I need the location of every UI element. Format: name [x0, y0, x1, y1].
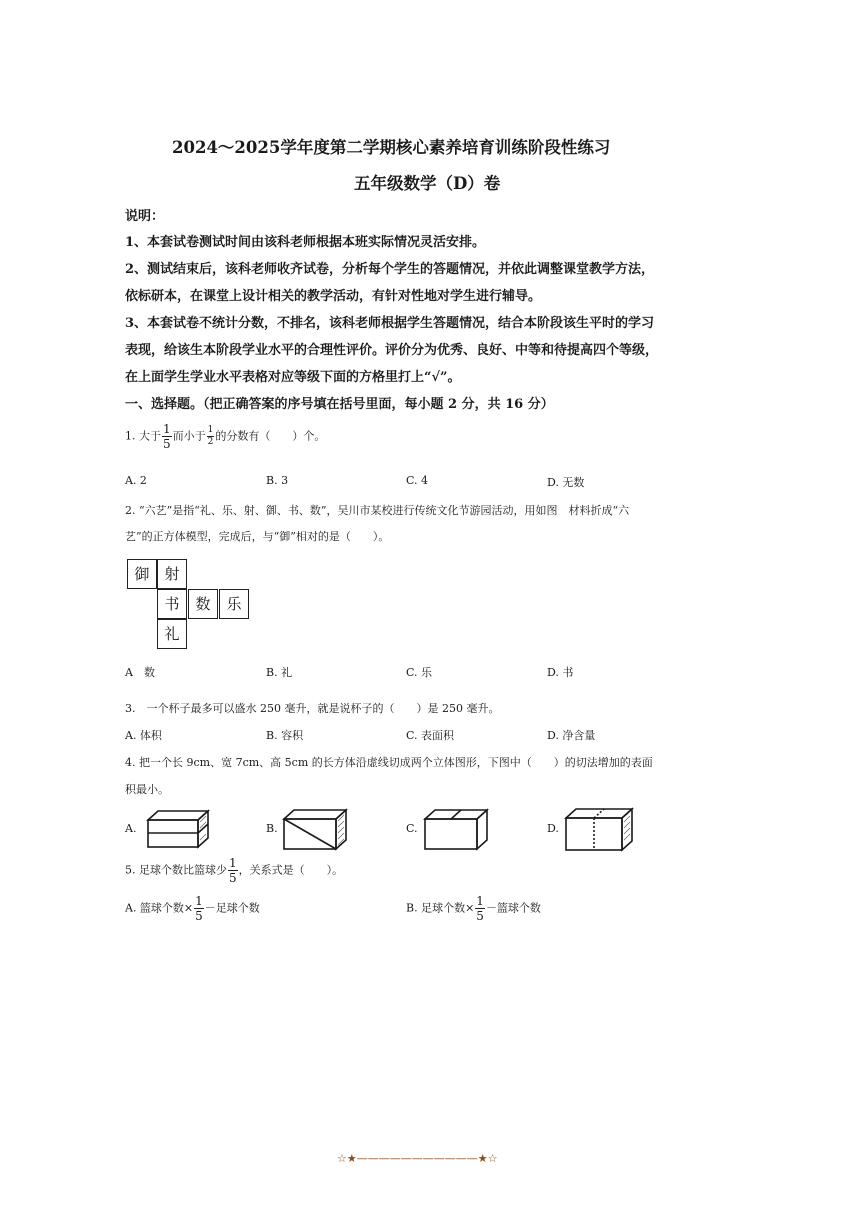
instruction-line: 1、本套试卷测试时间由该科老师根据本班实际情况灵活安排。	[125, 235, 486, 250]
q1-prefix: 1. 大于	[125, 429, 161, 443]
q5-prefix: 5. 足球个数比篮球少	[125, 863, 227, 877]
instruction-line: 依标研本，在课堂上设计相关的教学活动，有针对性地对学生进行辅导。	[125, 289, 542, 304]
box-cut-front-figure	[423, 807, 489, 851]
q1-mid: 而小于	[172, 429, 206, 443]
net-cell: 礼	[157, 619, 187, 649]
q2-option-b[interactable]: B. 礼	[266, 666, 293, 679]
cube-net	[127, 559, 252, 651]
q2-option-c[interactable]: C. 乐	[406, 666, 433, 679]
box-cut-vertical-figure	[564, 806, 634, 852]
q1-option-b[interactable]: B. 3	[266, 474, 289, 487]
q3-option-a[interactable]: A. 体积	[125, 729, 162, 742]
page-footer-ornament: ☆★———————————★☆	[337, 1152, 498, 1165]
fraction: $\frac{1}{2}$	[207, 425, 214, 447]
net-cell: 御	[127, 559, 157, 589]
instruction-line: 在上面学生学业水平表格对应等级下面的方格里打上“√”。	[125, 370, 461, 385]
fraction: $\frac{1}{5}$	[229, 856, 237, 885]
q1-option-a[interactable]: A. 2	[125, 474, 147, 487]
instruction-line: 2、测试结束后，该科老师收齐试卷，分析每个学生的答题情况，并依此调整课堂教学方法，	[125, 262, 655, 277]
q2-option-a[interactable]: A 数	[125, 666, 155, 679]
box-cut-horizontal-figure	[146, 808, 210, 850]
question-2-line1: 2. “六艺”是指“礼、乐、射、御、书、数”，吴川市某校进行传统文化节游园活动，用如图 材料折成“六	[125, 504, 630, 517]
question-4-line1: 4. 把一个长 9cm、宽 7cm、高 5cm 的长方体沿虚线切成两个立体图形，下图中（ ）的切法增加的表面	[125, 756, 653, 769]
fraction: $\frac{1}{5}$	[476, 894, 484, 923]
instructions-label: 说明：	[125, 209, 165, 224]
question-2-line2: 艺”的正方体模型，完成后，与“御”相对的是（ ）。	[125, 530, 390, 543]
net-cell: 射	[157, 559, 187, 589]
q4-option-b[interactable]: B.	[266, 822, 278, 835]
q5-option-b[interactable]: B. 足球个数× $\frac{1}{5}$ －篮球个数	[406, 894, 541, 923]
q4-option-c[interactable]: C.	[406, 822, 418, 835]
instruction-line: 表现，给该生本阶段学业水平的合理性评价。评价分为优秀、良好、中等和待提高四个等级，	[125, 343, 659, 358]
question-1	[125, 423, 325, 450]
q2-option-d[interactable]: D. 书	[547, 666, 574, 679]
question-3: 3. 一个杯子最多可以盛水 250 毫升，就是说杯子的（ ）是 250 毫升。	[125, 702, 500, 715]
instruction-line: 3、本套试卷不统计分数，不排名，该科老师根据学生答题情况，结合本阶段该生平时的学习	[125, 316, 655, 331]
page-subtitle: 五年级数学（D）卷	[354, 174, 501, 193]
fraction: $\frac{1}{5}$	[163, 422, 171, 451]
q3-option-b[interactable]: B. 容积	[266, 729, 304, 742]
section-heading: 一、选择题。（把正确答案的序号填在括号里面，每小题 2 分，共 16 分）	[125, 397, 554, 412]
q1-suffix: 的分数有（ ）个。	[215, 429, 326, 443]
page-title: 2024～2025学年度第二学期核心素养培育训练阶段性练习	[172, 138, 611, 157]
net-cell: 数	[188, 589, 218, 619]
q3-option-d[interactable]: D. 净含量	[547, 729, 596, 742]
q4-option-a[interactable]: A.	[125, 822, 137, 835]
q3-option-c[interactable]: C. 表面积	[406, 729, 455, 742]
q4-option-d[interactable]: D.	[547, 822, 559, 835]
fraction: $\frac{1}{5}$	[195, 894, 203, 923]
q1-option-c[interactable]: C. 4	[406, 474, 429, 487]
question-5	[125, 857, 343, 884]
question-4-line2: 积最小。	[125, 783, 169, 796]
q1-option-d[interactable]: D. 无数	[547, 476, 585, 489]
box-cut-diagonal-figure	[282, 807, 348, 851]
q5-option-a[interactable]: A. 篮球个数× $\frac{1}{5}$ －足球个数	[125, 894, 260, 923]
net-cell: 乐	[219, 589, 249, 619]
net-cell: 书	[157, 589, 187, 619]
q5-suffix: ，关系式是（ ）。	[238, 863, 344, 877]
